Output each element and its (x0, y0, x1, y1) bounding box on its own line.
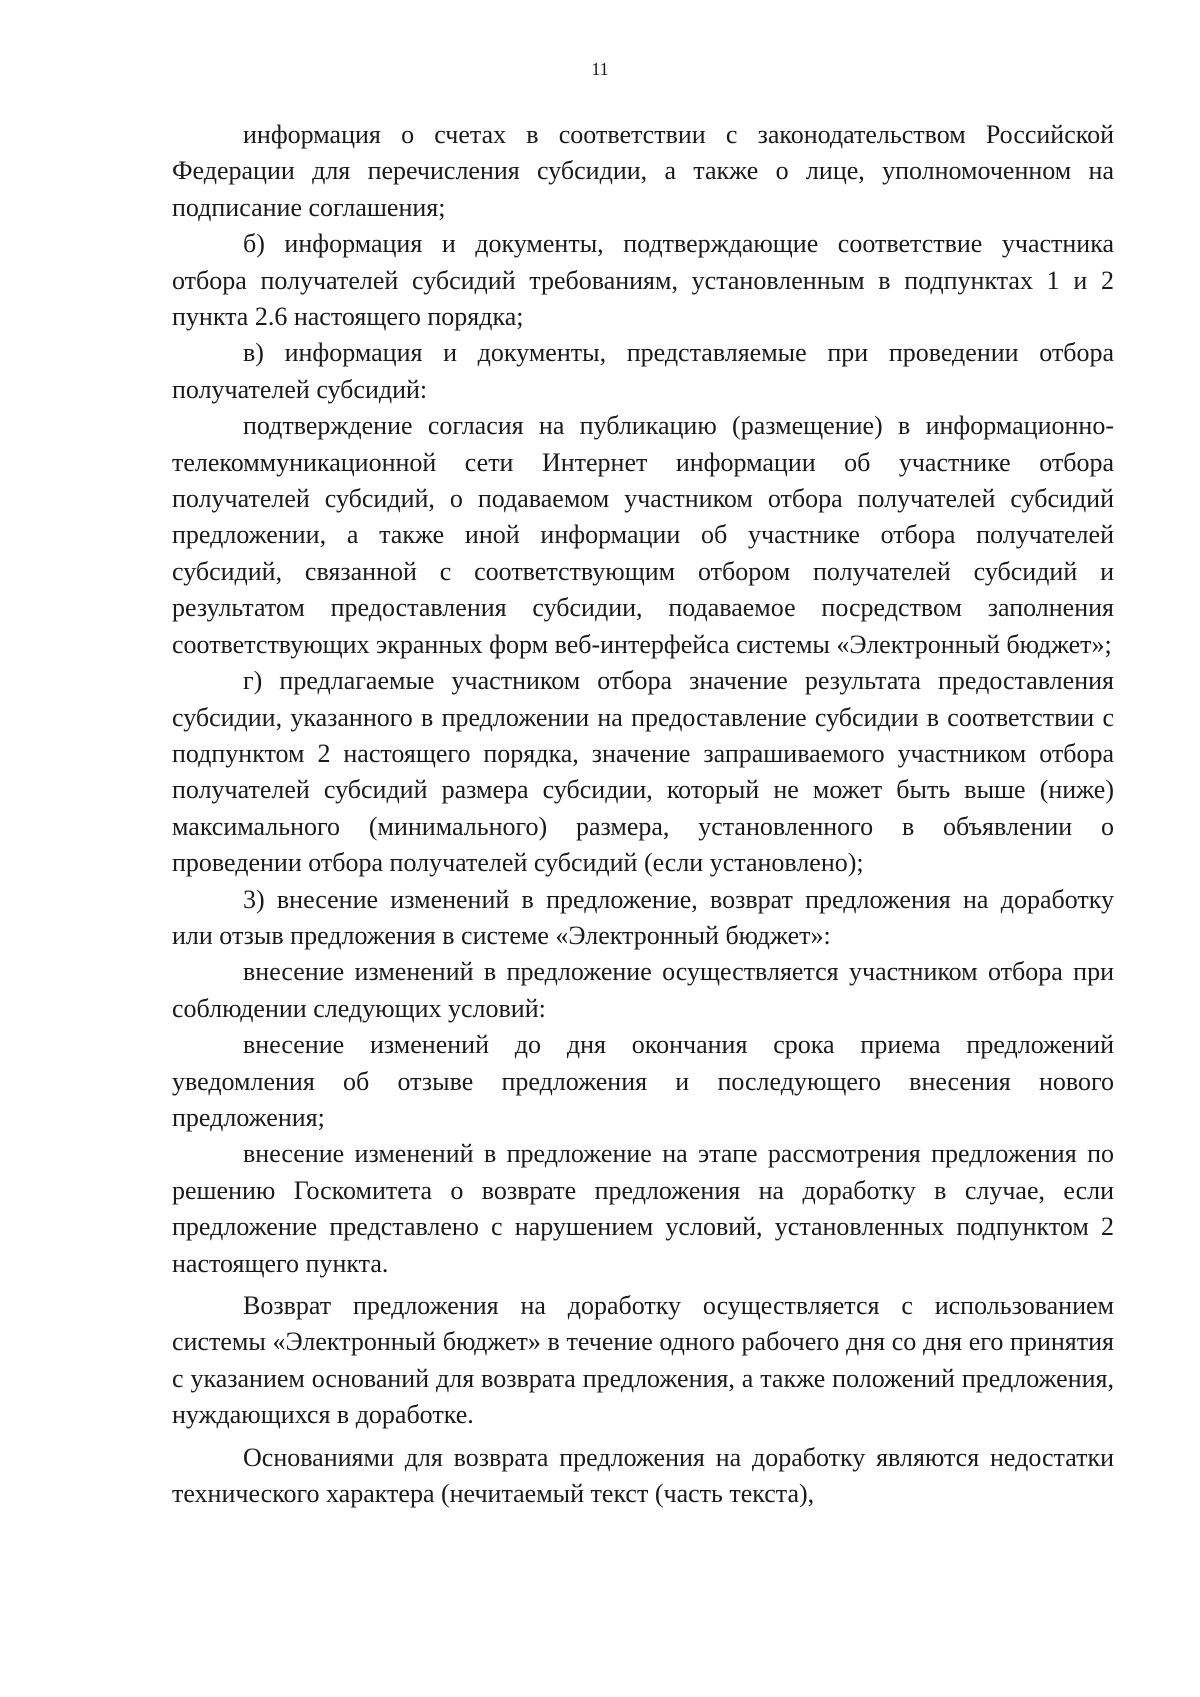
paragraph-g: г) предлагаемые участником отбора значение результата предоставления субсидии, указанного в предложении на предоставление субсидии в соответствии с подпунктом 2 настоящего порядка, значение запрашиваемого участником отбора получателей субсидий размера субсидии, который не может быть выше (ниже) максимального (минимального) размера, установленного в объявлении о проведении отбора получателей субсидий (если установлено); (172, 666, 1114, 878)
paragraph-grounds: Основаниями для возврата предложения на доработку являются недостатки технического характера (нечитаемый текст (часть текста), (172, 1442, 1114, 1509)
document-body (172, 117, 1114, 1512)
paragraph-return: Возврат предложения на доработку осуществляется с использованием системы «Электронный бюджет» в течение одного рабочего дня со дня его принятия с указанием оснований для возврата предложения, а также положений предложения, нуждающихся в доработке. (172, 1291, 1114, 1430)
paragraph-consent: подтверждение согласия на публикацию (размещение) в информационно-телекоммуникационной сети Интернет информации об участнике отбора получателей субсидий, о подаваемом участником отбора получателей субсидий предложении, а также иной информации об участнике отбора получателей субсидий, связанной с соответствующим отбором получателей субсидий и результатом предоставления субсидии, подаваемое посредством заполнения соответствующих экранных форм веб-интерфейса системы «Электронный бюджет»; (172, 411, 1114, 659)
paragraph-v: в) информация и документы, представляемые при проведении отбора получателей субсидий: (172, 338, 1114, 404)
paragraph-changes-deadline: внесение изменений до дня окончания срока приема предложений уведомления об отзыве предложения и последующего внесения нового предложения; (172, 1030, 1114, 1132)
paragraph-account-info: информация о счетах в соответствии с законодательством Российской Федерации для перечисления субсидии, а также о лице, уполномоченном на подписание соглашения; (172, 120, 1114, 222)
paragraph-b: б) информация и документы, подтверждающие соответствие участника отбора получателей субсидий требованиям, установленным в подпунктах 1 и 2 пункта 2.6 настоящего порядка; (172, 229, 1114, 332)
page-number: 11 (591, 59, 609, 79)
paragraph-changes: внесение изменений в предложение осуществляется участником отбора при соблюдении следующих условий: (172, 957, 1114, 1023)
paragraph-changes-review: внесение изменений в предложение на этапе рассмотрения предложения по решению Госкомитета о возврате предложения на доработку в случае, если предложение представлено с нарушением условий, установленных подпунктом 2 настоящего пункта. (172, 1139, 1114, 1278)
paragraph-3: 3) внесение изменений в предложение, возврат предложения на доработку или отзыв предложения в системе «Электронный бюджет»: (172, 884, 1114, 950)
